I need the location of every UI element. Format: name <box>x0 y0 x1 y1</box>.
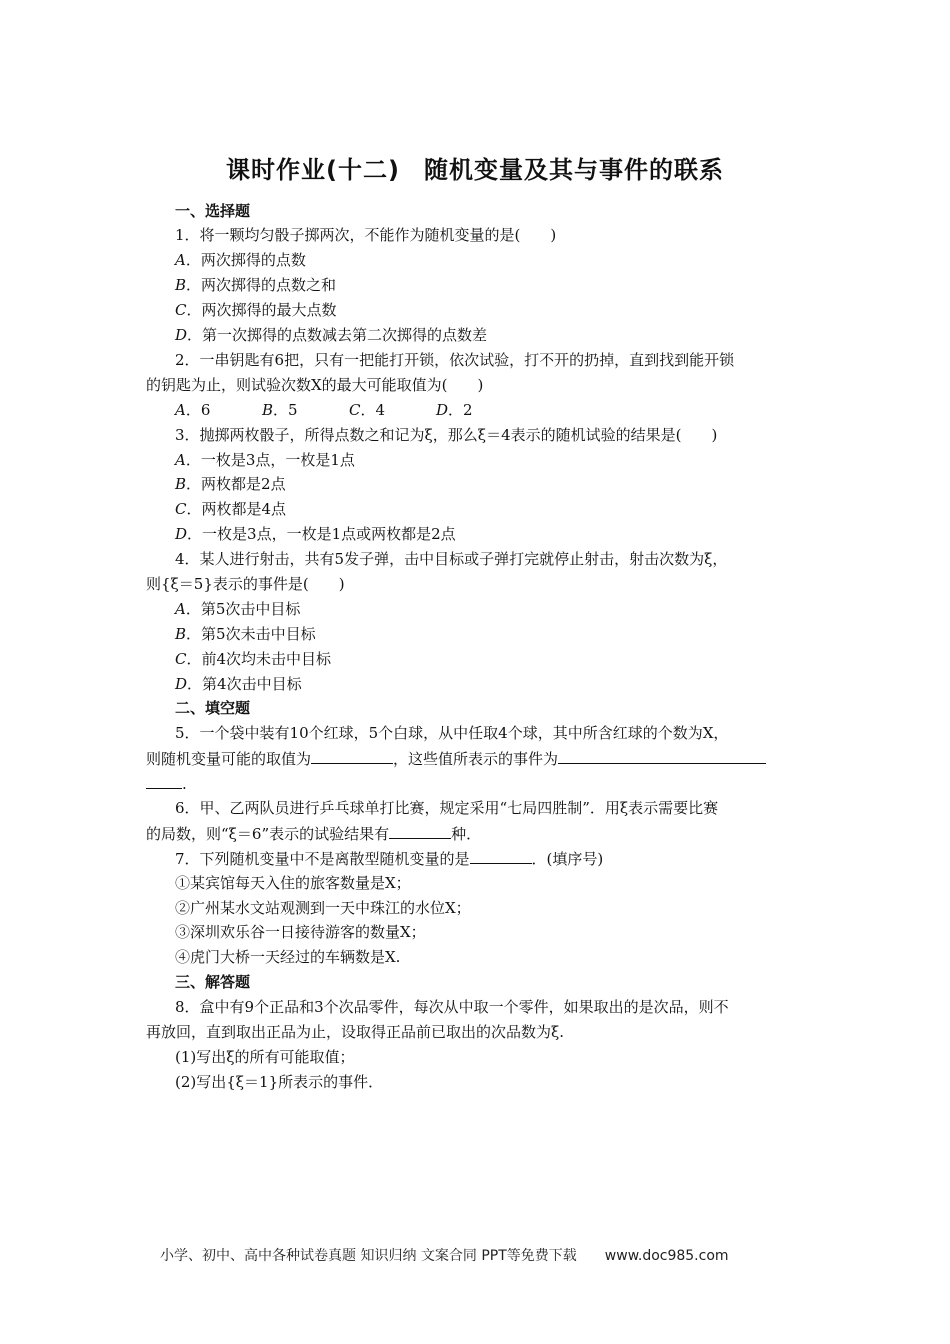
footer-url[interactable]: www.doc985.com <box>604 1248 729 1264</box>
title-part2: 随机变量及其与事件的联系 <box>423 156 724 184</box>
q7-option-4: ④虎门大桥一天经过的车辆数是X. <box>175 948 401 966</box>
section-heading-answer: 三、解答题 <box>175 973 251 991</box>
section-heading-choice: 一、选择题 <box>175 202 251 220</box>
q3-option-c: C．两枚都是4点 <box>175 500 287 518</box>
q3-option-a: A．一枚是3点，一枚是1点 <box>175 451 355 469</box>
q4-stem-line1: 4．某人进行射击，共有5发子弹，击中目标或子弹打完就停止射击，射击次数为ξ， <box>175 550 728 568</box>
q8-stem-line2: 再放回，直到取出正品为止，设取得正品前已取出的次品数为ξ. <box>146 1023 565 1041</box>
q3-option-b: B．两枚都是2点 <box>175 475 286 493</box>
q5-stem-line3: . <box>146 773 806 794</box>
q4-option-b: B．第5次未击中目标 <box>175 625 316 643</box>
q1-option-d: D．第一次掷得的点数减去第二次掷得的点数差 <box>175 326 488 344</box>
q7-blank <box>470 848 532 864</box>
q4-option-d: D．第4次击中目标 <box>175 675 302 693</box>
title-part1: 课时作业(十二) <box>226 156 400 184</box>
q5-blank-events <box>558 748 766 764</box>
q1-option-b: B．两次掷得的点数之和 <box>175 276 337 294</box>
q7-stem: 7．下列随机变量中不是离散型随机变量的是 ．(填序号) <box>175 850 604 868</box>
footer <box>160 1245 729 1265</box>
q1-option-c: C．两次掷得的最大点数 <box>175 301 337 319</box>
q1-stem: 1．将一颗均匀骰子掷两次，不能作为随机变量的是( ) <box>175 226 557 244</box>
q4-stem-line2: 则{ξ＝5}表示的事件是( ) <box>146 575 345 593</box>
q8-part-1: (1)写出ξ的所有可能取值； <box>175 1048 355 1066</box>
q6-stem-line1: 6．甲、乙两队员进行乒乓球单打比赛，规定采用“七局四胜制”．用ξ表示需要比赛 <box>175 799 719 817</box>
q1-option-a: A．两次掷得的点数 <box>175 251 306 269</box>
section-heading-fill: 二、填空题 <box>175 699 251 717</box>
q7-option-3: ③深圳欢乐谷一日接待游客的数量X； <box>175 923 426 941</box>
q5-stem-line2: 则随机变量可能的取值为 ，这些值所表示的事件为 <box>146 748 806 769</box>
q5-blank-values <box>311 748 393 764</box>
q8-part-2: (2)写出{ξ＝1}所表示的事件． <box>175 1073 384 1091</box>
q5-stem-line1: 5．一个袋中装有10个红球，5个白球，从中任取4个球，其中所含红球的个数为X， <box>175 724 729 742</box>
q2-options: A．6 B．5 C．4 D．2 <box>175 401 473 419</box>
q7-option-2: ②广州某水文站观测到一天中珠江的水位X； <box>175 899 471 917</box>
q2-stem-line1: 2．一串钥匙有6把，只有一把能打开锁，依次试验，打不开的扔掉，直到找到能开锁 <box>175 351 735 369</box>
q8-stem-line1: 8．盒中有9个正品和3个次品零件，每次从中取一个零件，如果取出的是次品，则不 <box>175 998 729 1016</box>
q7-option-1: ①某宾馆每天入住的旅客数量是X； <box>175 874 411 892</box>
q3-option-d: D．一枚是3点，一枚是1点或两枚都是2点 <box>175 525 456 543</box>
page-title <box>0 150 950 185</box>
q6-blank <box>389 823 451 839</box>
q4-option-a: A．第5次击中目标 <box>175 600 301 618</box>
q4-option-c: C．前4次均未击中目标 <box>175 650 332 668</box>
q2-stem-line2: 的钥匙为止，则试验次数X的最大可能取值为( ) <box>146 376 484 394</box>
q6-stem-line2: 的局数，则“ξ＝6”表示的试验结果有 种． <box>146 825 482 843</box>
footer-text: 小学、初中、高中各种试卷真题 知识归纳 文案合同 PPT等免费下载 <box>160 1248 577 1264</box>
q3-stem: 3．抛掷两枚骰子，所得点数之和记为ξ，那么ξ＝4表示的随机试验的结果是( ) <box>175 426 718 444</box>
q5-blank-events-cont <box>146 773 182 789</box>
